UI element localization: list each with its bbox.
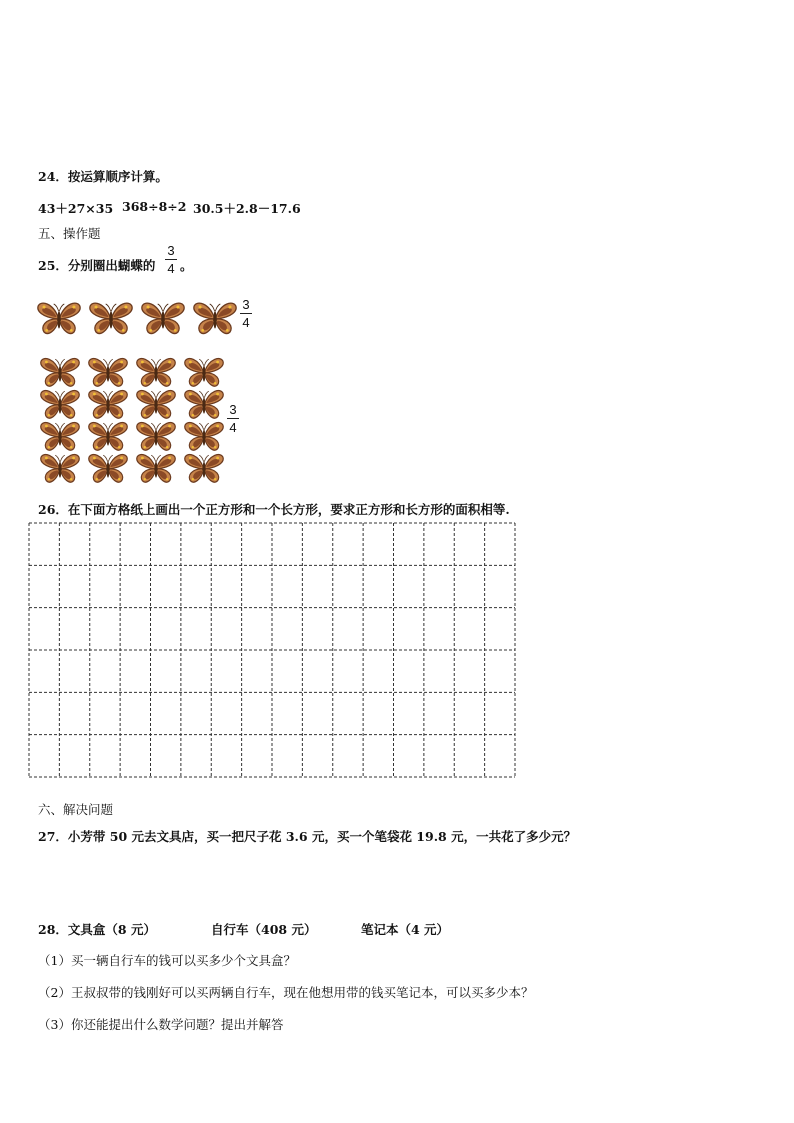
- question-28-item-notebook: 笔记本（4 元）: [361, 922, 450, 937]
- group-2-fraction: [227, 402, 239, 435]
- question-24-title: 24．按运算顺序计算。: [38, 169, 168, 184]
- section-heading-5: 五、操作题: [38, 226, 101, 241]
- butterfly-icon[interactable]: [40, 452, 80, 484]
- butterfly-icon[interactable]: [88, 452, 128, 484]
- butterfly-icon[interactable]: [184, 420, 224, 452]
- butterfly-icon[interactable]: [141, 300, 185, 336]
- square-grid-paper[interactable]: [28, 522, 516, 778]
- butterfly-icon[interactable]: [136, 356, 176, 388]
- question-27-text: 27．小芳带 50 元去文具店，买一把尺子花 3.6 元，买一个笔袋花 19.8 元，一共花了多少元？: [38, 829, 577, 844]
- butterfly-icon[interactable]: [40, 388, 80, 420]
- fraction-bar: [227, 418, 239, 419]
- question-26-text: 26．在下面方格纸上画出一个正方形和一个长方形，要求正方形和长方形的面积相等.: [38, 502, 510, 517]
- fraction-numerator: 3: [242, 297, 250, 312]
- fraction-numerator: 3: [229, 402, 237, 417]
- butterfly-icon[interactable]: [88, 420, 128, 452]
- question-28-sub-1: （1）买一辆自行车的钱可以买多少个文具盒？: [38, 953, 296, 968]
- section-heading-6: 六、解决问题: [38, 802, 114, 817]
- question-28-sub-3: （3）你还能提出什么数学问题？提出并解答: [38, 1017, 284, 1032]
- fraction-three-quarters: [165, 243, 177, 276]
- fraction-bar: [165, 259, 177, 260]
- butterfly-icon[interactable]: [136, 452, 176, 484]
- fraction-denominator: 4: [229, 420, 237, 435]
- question-25-end: 。: [180, 258, 193, 273]
- question-28-item-pencil-box: 28．文具盒（8 元）: [38, 922, 156, 937]
- fraction-bar: [240, 313, 252, 314]
- fraction-denominator: 4: [242, 315, 250, 330]
- expression-3: 30.5＋2.8－17.6: [193, 201, 301, 216]
- butterfly-icon[interactable]: [88, 388, 128, 420]
- fraction-denominator: 4: [167, 261, 175, 276]
- butterfly-icon[interactable]: [184, 356, 224, 388]
- question-28-item-bicycle: 自行车（408 元）: [211, 922, 317, 937]
- butterfly-icon[interactable]: [37, 300, 81, 336]
- expression-1: 43＋27×35: [38, 201, 114, 216]
- butterfly-icon[interactable]: [184, 388, 224, 420]
- butterfly-icon[interactable]: [136, 420, 176, 452]
- expression-2: 368÷8÷2: [122, 199, 187, 214]
- butterfly-icon[interactable]: [136, 388, 176, 420]
- butterfly-icon[interactable]: [193, 300, 237, 336]
- butterfly-icon[interactable]: [40, 420, 80, 452]
- fraction-numerator: 3: [167, 243, 175, 258]
- group-1-fraction: [240, 297, 252, 330]
- question-28-sub-2: （2）王叔叔带的钱刚好可以买两辆自行车，现在他想用带的钱买笔记本，可以买多少本？: [38, 985, 534, 1000]
- butterfly-icon[interactable]: [89, 300, 133, 336]
- question-25-text: 25．分别圈出蝴蝶的: [38, 258, 156, 273]
- butterfly-icon[interactable]: [40, 356, 80, 388]
- butterfly-icon[interactable]: [184, 452, 224, 484]
- butterfly-icon[interactable]: [88, 356, 128, 388]
